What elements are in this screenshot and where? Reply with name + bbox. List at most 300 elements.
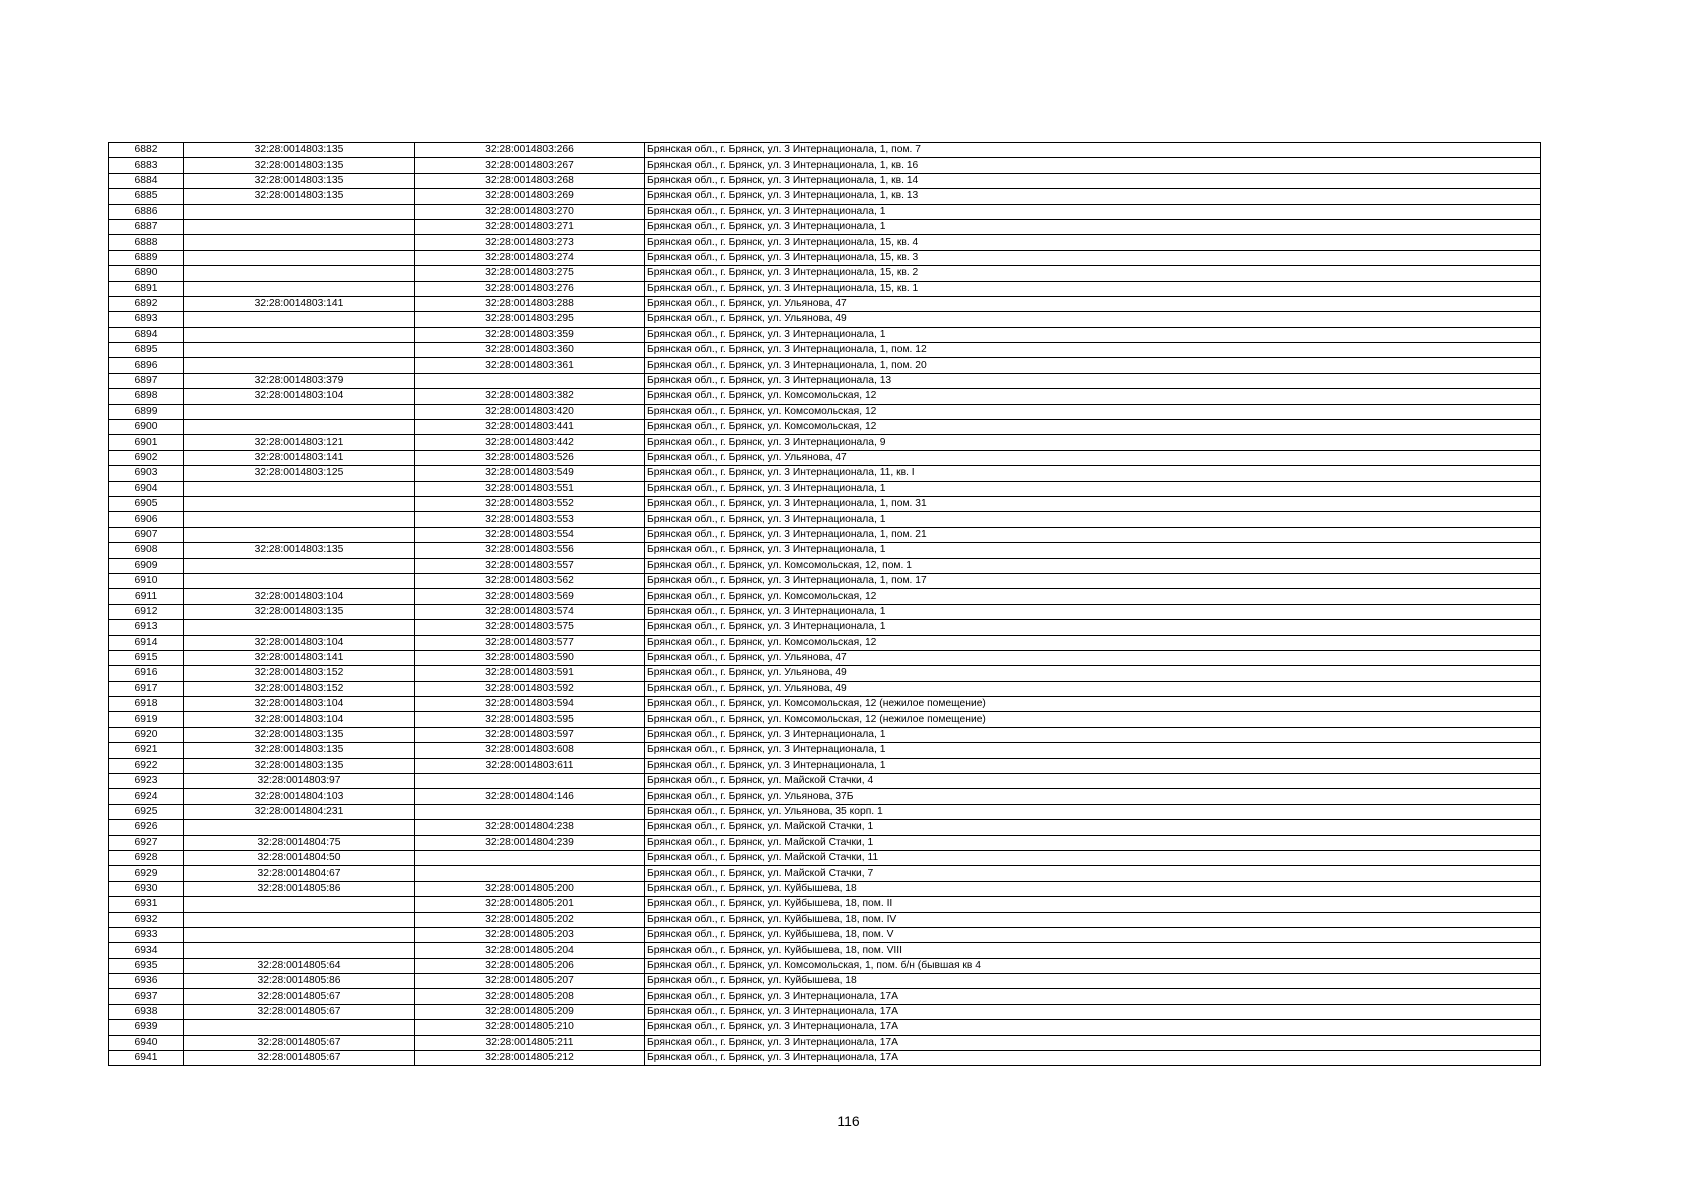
cadastral-object-cell: 32:28:0014804:146 <box>415 789 645 804</box>
row-number-cell: 6915 <box>109 650 184 665</box>
address-cell: Брянская обл., г. Брянск, ул. 3 Интернационала, 13 <box>645 373 1541 388</box>
row-number-cell: 6935 <box>109 958 184 973</box>
table-row <box>109 789 1541 804</box>
cadastral-object-cell: 32:28:0014803:591 <box>415 666 645 681</box>
address-cell: Брянская обл., г. Брянск, ул. 3 Интернационала, 17А <box>645 1051 1541 1066</box>
table-row <box>109 466 1541 481</box>
cadastral-object-cell: 32:28:0014803:569 <box>415 589 645 604</box>
cadastral-object-cell: 32:28:0014805:209 <box>415 1004 645 1019</box>
table-row <box>109 358 1541 373</box>
table-row <box>109 481 1541 496</box>
table-row <box>109 420 1541 435</box>
cadastral-parcel-cell <box>184 573 415 588</box>
row-number-cell: 6924 <box>109 789 184 804</box>
address-cell: Брянская обл., г. Брянск, ул. 3 Интернационала, 1, кв. 14 <box>645 173 1541 188</box>
cadastral-parcel-cell: 32:28:0014803:141 <box>184 450 415 465</box>
row-number-cell: 6925 <box>109 804 184 819</box>
row-number-cell: 6914 <box>109 635 184 650</box>
cadastral-parcel-cell <box>184 281 415 296</box>
cadastral-parcel-cell <box>184 527 415 542</box>
table-row <box>109 219 1541 234</box>
table-row <box>109 389 1541 404</box>
table-row <box>109 774 1541 789</box>
address-cell: Брянская обл., г. Брянск, ул. 3 Интернационала, 1 <box>645 743 1541 758</box>
cadastral-object-cell <box>415 804 645 819</box>
address-cell: Брянская обл., г. Брянск, ул. 3 Интернационала, 15, кв. 2 <box>645 266 1541 281</box>
row-number-cell: 6936 <box>109 974 184 989</box>
cadastral-object-cell: 32:28:0014803:360 <box>415 343 645 358</box>
cadastral-parcel-cell <box>184 943 415 958</box>
table-row <box>109 758 1541 773</box>
cadastral-object-cell: 32:28:0014803:266 <box>415 143 645 158</box>
cadastral-object-cell: 32:28:0014803:361 <box>415 358 645 373</box>
table-row <box>109 1004 1541 1019</box>
row-number-cell: 6896 <box>109 358 184 373</box>
address-cell: Брянская обл., г. Брянск, ул. 3 Интернационала, 17А <box>645 1035 1541 1050</box>
cadastral-object-cell: 32:28:0014803:270 <box>415 204 645 219</box>
cadastral-parcel-cell <box>184 358 415 373</box>
cadastral-object-cell: 32:28:0014804:238 <box>415 820 645 835</box>
table-row <box>109 912 1541 927</box>
table-row <box>109 158 1541 173</box>
row-number-cell: 6882 <box>109 143 184 158</box>
address-cell: Брянская обл., г. Брянск, ул. 3 Интернационала, 11, кв. I <box>645 466 1541 481</box>
address-cell: Брянская обл., г. Брянск, ул. Куйбышева, 18 <box>645 881 1541 896</box>
cadastral-object-cell: 32:28:0014805:202 <box>415 912 645 927</box>
table-row <box>109 373 1541 388</box>
row-number-cell: 6922 <box>109 758 184 773</box>
cadastral-parcel-cell <box>184 558 415 573</box>
cadastral-parcel-cell <box>184 312 415 327</box>
cadastral-object-cell: 32:28:0014803:575 <box>415 620 645 635</box>
cadastral-parcel-cell <box>184 219 415 234</box>
address-cell: Брянская обл., г. Брянск, ул. 3 Интернационала, 1, кв. 13 <box>645 189 1541 204</box>
cadastral-object-cell: 32:28:0014803:442 <box>415 435 645 450</box>
cadastral-object-cell: 32:28:0014803:382 <box>415 389 645 404</box>
address-cell: Брянская обл., г. Брянск, ул. 3 Интернационала, 1 <box>645 758 1541 773</box>
address-cell: Брянская обл., г. Брянск, ул. 3 Интернационала, 1 <box>645 620 1541 635</box>
address-cell: Брянская обл., г. Брянск, ул. 3 Интернационала, 9 <box>645 435 1541 450</box>
cadastral-object-cell: 32:28:0014805:211 <box>415 1035 645 1050</box>
table-row <box>109 435 1541 450</box>
cadastral-parcel-cell <box>184 420 415 435</box>
cadastral-object-cell: 32:28:0014803:271 <box>415 219 645 234</box>
row-number-cell: 6908 <box>109 543 184 558</box>
cadastral-object-cell: 32:28:0014803:556 <box>415 543 645 558</box>
cadastral-parcel-cell <box>184 820 415 835</box>
row-number-cell: 6903 <box>109 466 184 481</box>
address-cell: Брянская обл., г. Брянск, ул. 3 Интернационала, 1, пом. 7 <box>645 143 1541 158</box>
cadastral-parcel-cell: 32:28:0014805:86 <box>184 881 415 896</box>
address-cell: Брянская обл., г. Брянск, ул. Комсомольская, 12 <box>645 635 1541 650</box>
table-row <box>109 512 1541 527</box>
row-number-cell: 6897 <box>109 373 184 388</box>
cadastral-object-cell: 32:28:0014803:594 <box>415 697 645 712</box>
row-number-cell: 6890 <box>109 266 184 281</box>
address-cell: Брянская обл., г. Брянск, ул. Ульянова, 47 <box>645 450 1541 465</box>
row-number-cell: 6909 <box>109 558 184 573</box>
row-number-cell: 6886 <box>109 204 184 219</box>
address-cell: Брянская обл., г. Брянск, ул. Куйбышева, 18, пом. VIII <box>645 943 1541 958</box>
address-cell: Брянская обл., г. Брянск, ул. Майской Стачки, 1 <box>645 835 1541 850</box>
cadastral-parcel-cell: 32:28:0014803:121 <box>184 435 415 450</box>
table-row <box>109 450 1541 465</box>
cadastral-parcel-cell: 32:28:0014805:67 <box>184 1051 415 1066</box>
table-row <box>109 943 1541 958</box>
cadastral-object-cell: 32:28:0014805:200 <box>415 881 645 896</box>
cadastral-parcel-cell: 32:28:0014803:135 <box>184 543 415 558</box>
cadastral-parcel-cell: 32:28:0014803:97 <box>184 774 415 789</box>
address-cell: Брянская обл., г. Брянск, ул. 3 Интернационала, 17А <box>645 1004 1541 1019</box>
address-cell: Брянская обл., г. Брянск, ул. 3 Интернационала, 1 <box>645 219 1541 234</box>
address-cell: Брянская обл., г. Брянск, ул. Ульянова, 49 <box>645 681 1541 696</box>
table-row <box>109 681 1541 696</box>
row-number-cell: 6898 <box>109 389 184 404</box>
address-cell: Брянская обл., г. Брянск, ул. Комсомольская, 12, пом. 1 <box>645 558 1541 573</box>
registry-table-body <box>109 143 1541 1066</box>
table-row <box>109 666 1541 681</box>
row-number-cell: 6934 <box>109 943 184 958</box>
cadastral-parcel-cell: 32:28:0014803:104 <box>184 389 415 404</box>
row-number-cell: 6911 <box>109 589 184 604</box>
row-number-cell: 6891 <box>109 281 184 296</box>
cadastral-object-cell: 32:28:0014805:206 <box>415 958 645 973</box>
table-row <box>109 897 1541 912</box>
cadastral-parcel-cell <box>184 927 415 942</box>
cadastral-parcel-cell: 32:28:0014803:104 <box>184 635 415 650</box>
address-cell: Брянская обл., г. Брянск, ул. Ульянова, 47 <box>645 650 1541 665</box>
table-row <box>109 635 1541 650</box>
row-number-cell: 6900 <box>109 420 184 435</box>
table-row <box>109 589 1541 604</box>
cadastral-object-cell: 32:28:0014803:267 <box>415 158 645 173</box>
cadastral-object-cell: 32:28:0014803:274 <box>415 250 645 265</box>
table-row <box>109 312 1541 327</box>
address-cell: Брянская обл., г. Брянск, ул. Майской Стачки, 11 <box>645 850 1541 865</box>
cadastral-parcel-cell: 32:28:0014805:67 <box>184 989 415 1004</box>
table-row <box>109 974 1541 989</box>
cadastral-object-cell: 32:28:0014803:359 <box>415 327 645 342</box>
row-number-cell: 6883 <box>109 158 184 173</box>
row-number-cell: 6884 <box>109 173 184 188</box>
address-cell: Брянская обл., г. Брянск, ул. Комсомольская, 12 (нежилое помещение) <box>645 697 1541 712</box>
address-cell: Брянская обл., г. Брянск, ул. Комсомольская, 12 (нежилое помещение) <box>645 712 1541 727</box>
address-cell: Брянская обл., г. Брянск, ул. Ульянова, 49 <box>645 312 1541 327</box>
table-row <box>109 835 1541 850</box>
cadastral-parcel-cell: 32:28:0014804:103 <box>184 789 415 804</box>
cadastral-object-cell: 32:28:0014803:592 <box>415 681 645 696</box>
cadastral-parcel-cell <box>184 343 415 358</box>
address-cell: Брянская обл., г. Брянск, ул. 3 Интернационала, 1, пом. 12 <box>645 343 1541 358</box>
row-number-cell: 6941 <box>109 1051 184 1066</box>
cadastral-object-cell: 32:28:0014805:201 <box>415 897 645 912</box>
row-number-cell: 6894 <box>109 327 184 342</box>
address-cell: Брянская обл., г. Брянск, ул. 3 Интернационала, 1 <box>645 604 1541 619</box>
address-cell: Брянская обл., г. Брянск, ул. Комсомольская, 12 <box>645 420 1541 435</box>
cadastral-parcel-cell <box>184 327 415 342</box>
cadastral-parcel-cell <box>184 897 415 912</box>
cadastral-object-cell <box>415 850 645 865</box>
row-number-cell: 6895 <box>109 343 184 358</box>
cadastral-object-cell: 32:28:0014803:574 <box>415 604 645 619</box>
address-cell: Брянская обл., г. Брянск, ул. 3 Интернационала, 1 <box>645 204 1541 219</box>
cadastral-parcel-cell: 32:28:0014803:135 <box>184 189 415 204</box>
table-row <box>109 804 1541 819</box>
cadastral-parcel-cell: 32:28:0014803:135 <box>184 604 415 619</box>
address-cell: Брянская обл., г. Брянск, ул. 3 Интернационала, 1, пом. 21 <box>645 527 1541 542</box>
address-cell: Брянская обл., г. Брянск, ул. Комсомольская, 1, пом. б/н (бывшая кв 4 <box>645 958 1541 973</box>
cadastral-parcel-cell <box>184 204 415 219</box>
address-cell: Брянская обл., г. Брянск, ул. 3 Интернационала, 1 <box>645 727 1541 742</box>
address-cell: Брянская обл., г. Брянск, ул. Комсомольская, 12 <box>645 404 1541 419</box>
table-row <box>109 143 1541 158</box>
cadastral-object-cell: 32:28:0014805:210 <box>415 1020 645 1035</box>
row-number-cell: 6888 <box>109 235 184 250</box>
address-cell: Брянская обл., г. Брянск, ул. 3 Интернационала, 1 <box>645 481 1541 496</box>
row-number-cell: 6939 <box>109 1020 184 1035</box>
table-row <box>109 527 1541 542</box>
row-number-cell: 6885 <box>109 189 184 204</box>
address-cell: Брянская обл., г. Брянск, ул. 3 Интернационала, 1, пом. 20 <box>645 358 1541 373</box>
cadastral-object-cell <box>415 866 645 881</box>
row-number-cell: 6910 <box>109 573 184 588</box>
address-cell: Брянская обл., г. Брянск, ул. Ульянова, 47 <box>645 296 1541 311</box>
cadastral-parcel-cell: 32:28:0014803:125 <box>184 466 415 481</box>
table-row <box>109 620 1541 635</box>
cadastral-object-cell: 32:28:0014803:608 <box>415 743 645 758</box>
table-row <box>109 496 1541 511</box>
table-row <box>109 727 1541 742</box>
cadastral-parcel-cell: 32:28:0014804:75 <box>184 835 415 850</box>
address-cell: Брянская обл., г. Брянск, ул. 3 Интернационала, 17А <box>645 989 1541 1004</box>
table-row <box>109 296 1541 311</box>
table-row <box>109 1051 1541 1066</box>
table-row <box>109 650 1541 665</box>
address-cell: Брянская обл., г. Брянск, ул. Ульянова, 49 <box>645 666 1541 681</box>
cadastral-object-cell: 32:28:0014803:590 <box>415 650 645 665</box>
row-number-cell: 6907 <box>109 527 184 542</box>
table-row <box>109 558 1541 573</box>
row-number-cell: 6892 <box>109 296 184 311</box>
cadastral-parcel-cell: 32:28:0014803:135 <box>184 758 415 773</box>
address-cell: Брянская обл., г. Брянск, ул. 3 Интернационала, 17А <box>645 1020 1541 1035</box>
row-number-cell: 6923 <box>109 774 184 789</box>
table-row <box>109 866 1541 881</box>
cadastral-parcel-cell <box>184 266 415 281</box>
cadastral-object-cell: 32:28:0014803:295 <box>415 312 645 327</box>
row-number-cell: 6929 <box>109 866 184 881</box>
address-cell: Брянская обл., г. Брянск, ул. 3 Интернационала, 1 <box>645 512 1541 527</box>
cadastral-parcel-cell <box>184 235 415 250</box>
table-row <box>109 204 1541 219</box>
row-number-cell: 6889 <box>109 250 184 265</box>
cadastral-parcel-cell <box>184 496 415 511</box>
address-cell: Брянская обл., г. Брянск, ул. Ульянова, 35 корп. 1 <box>645 804 1541 819</box>
cadastral-object-cell: 32:28:0014803:551 <box>415 481 645 496</box>
cadastral-object-cell: 32:28:0014805:207 <box>415 974 645 989</box>
table-row <box>109 573 1541 588</box>
row-number-cell: 6931 <box>109 897 184 912</box>
address-cell: Брянская обл., г. Брянск, ул. Комсомольская, 12 <box>645 589 1541 604</box>
table-row <box>109 989 1541 1004</box>
cadastral-parcel-cell <box>184 512 415 527</box>
table-row <box>109 327 1541 342</box>
address-cell: Брянская обл., г. Брянск, ул. Куйбышева, 18 <box>645 974 1541 989</box>
row-number-cell: 6921 <box>109 743 184 758</box>
cadastral-parcel-cell: 32:28:0014803:135 <box>184 173 415 188</box>
address-cell: Брянская обл., г. Брянск, ул. Майской Стачки, 1 <box>645 820 1541 835</box>
cadastral-parcel-cell: 32:28:0014805:67 <box>184 1035 415 1050</box>
cadastral-object-cell: 32:28:0014803:577 <box>415 635 645 650</box>
table-row <box>109 266 1541 281</box>
table-row <box>109 404 1541 419</box>
cadastral-parcel-cell: 32:28:0014804:50 <box>184 850 415 865</box>
cadastral-object-cell: 32:28:0014803:441 <box>415 420 645 435</box>
row-number-cell: 6926 <box>109 820 184 835</box>
cadastral-parcel-cell: 32:28:0014803:135 <box>184 727 415 742</box>
row-number-cell: 6906 <box>109 512 184 527</box>
row-number-cell: 6918 <box>109 697 184 712</box>
cadastral-object-cell: 32:28:0014803:597 <box>415 727 645 742</box>
cadastral-object-cell: 32:28:0014803:562 <box>415 573 645 588</box>
cadastral-parcel-cell: 32:28:0014803:379 <box>184 373 415 388</box>
row-number-cell: 6912 <box>109 604 184 619</box>
address-cell: Брянская обл., г. Брянск, ул. 3 Интернационала, 1, пом. 31 <box>645 496 1541 511</box>
cadastral-object-cell: 32:28:0014805:212 <box>415 1051 645 1066</box>
row-number-cell: 6938 <box>109 1004 184 1019</box>
address-cell: Брянская обл., г. Брянск, ул. Комсомольская, 12 <box>645 389 1541 404</box>
row-number-cell: 6927 <box>109 835 184 850</box>
row-number-cell: 6916 <box>109 666 184 681</box>
row-number-cell: 6899 <box>109 404 184 419</box>
table-row <box>109 927 1541 942</box>
table-row <box>109 543 1541 558</box>
table-row <box>109 250 1541 265</box>
address-cell: Брянская обл., г. Брянск, ул. Куйбышева, 18, пом. V <box>645 927 1541 942</box>
cadastral-parcel-cell <box>184 481 415 496</box>
row-number-cell: 6917 <box>109 681 184 696</box>
cadastral-object-cell: 32:28:0014803:420 <box>415 404 645 419</box>
address-cell: Брянская обл., г. Брянск, ул. 3 Интернационала, 15, кв. 4 <box>645 235 1541 250</box>
address-cell: Брянская обл., г. Брянск, ул. 3 Интернационала, 1, кв. 16 <box>645 158 1541 173</box>
table-row <box>109 189 1541 204</box>
table-row <box>109 1020 1541 1035</box>
page-number: 116 <box>837 1113 860 1129</box>
row-number-cell: 6913 <box>109 620 184 635</box>
cadastral-object-cell: 32:28:0014803:275 <box>415 266 645 281</box>
cadastral-parcel-cell: 32:28:0014803:104 <box>184 589 415 604</box>
cadastral-parcel-cell: 32:28:0014803:152 <box>184 681 415 696</box>
address-cell: Брянская обл., г. Брянск, ул. Майской Стачки, 7 <box>645 866 1541 881</box>
address-cell: Брянская обл., г. Брянск, ул. 3 Интернационала, 1 <box>645 327 1541 342</box>
cadastral-parcel-cell: 32:28:0014803:135 <box>184 743 415 758</box>
cadastral-parcel-cell: 32:28:0014804:67 <box>184 866 415 881</box>
cadastral-object-cell: 32:28:0014803:595 <box>415 712 645 727</box>
row-number-cell: 6930 <box>109 881 184 896</box>
table-row <box>109 173 1541 188</box>
cadastral-object-cell: 32:28:0014803:273 <box>415 235 645 250</box>
cadastral-object-cell: 32:28:0014803:288 <box>415 296 645 311</box>
cadastral-object-cell <box>415 373 645 388</box>
table-row <box>109 881 1541 896</box>
table-row <box>109 743 1541 758</box>
cadastral-object-cell: 32:28:0014805:208 <box>415 989 645 1004</box>
table-row <box>109 958 1541 973</box>
cadastral-object-cell: 32:28:0014805:204 <box>415 943 645 958</box>
row-number-cell: 6920 <box>109 727 184 742</box>
row-number-cell: 6902 <box>109 450 184 465</box>
row-number-cell: 6887 <box>109 219 184 234</box>
cadastral-parcel-cell <box>184 250 415 265</box>
cadastral-object-cell: 32:28:0014805:203 <box>415 927 645 942</box>
cadastral-parcel-cell <box>184 404 415 419</box>
cadastral-object-cell <box>415 774 645 789</box>
cadastral-object-cell: 32:28:0014803:552 <box>415 496 645 511</box>
row-number-cell: 6901 <box>109 435 184 450</box>
cadastral-object-cell: 32:28:0014803:557 <box>415 558 645 573</box>
row-number-cell: 6933 <box>109 927 184 942</box>
cadastral-parcel-cell: 32:28:0014803:141 <box>184 296 415 311</box>
cadastral-object-cell: 32:28:0014803:526 <box>415 450 645 465</box>
row-number-cell: 6932 <box>109 912 184 927</box>
address-cell: Брянская обл., г. Брянск, ул. Майской Стачки, 4 <box>645 774 1541 789</box>
cadastral-parcel-cell: 32:28:0014803:104 <box>184 712 415 727</box>
cadastral-parcel-cell: 32:28:0014803:141 <box>184 650 415 665</box>
cadastral-parcel-cell <box>184 912 415 927</box>
row-number-cell: 6940 <box>109 1035 184 1050</box>
address-cell: Брянская обл., г. Брянск, ул. Ульянова, 37Б <box>645 789 1541 804</box>
cadastral-object-cell: 32:28:0014803:554 <box>415 527 645 542</box>
cadastral-object-cell: 32:28:0014803:276 <box>415 281 645 296</box>
registry-table <box>108 142 1541 1066</box>
row-number-cell: 6905 <box>109 496 184 511</box>
cadastral-object-cell: 32:28:0014803:553 <box>415 512 645 527</box>
address-cell: Брянская обл., г. Брянск, ул. 3 Интернационала, 15, кв. 3 <box>645 250 1541 265</box>
row-number-cell: 6919 <box>109 712 184 727</box>
cadastral-parcel-cell: 32:28:0014805:67 <box>184 1004 415 1019</box>
table-row <box>109 235 1541 250</box>
row-number-cell: 6904 <box>109 481 184 496</box>
address-cell: Брянская обл., г. Брянск, ул. Куйбышева, 18, пом. II <box>645 897 1541 912</box>
cadastral-parcel-cell <box>184 1020 415 1035</box>
row-number-cell: 6928 <box>109 850 184 865</box>
address-cell: Брянская обл., г. Брянск, ул. 3 Интернационала, 1, пом. 17 <box>645 573 1541 588</box>
cadastral-parcel-cell: 32:28:0014803:135 <box>184 158 415 173</box>
cadastral-object-cell: 32:28:0014803:269 <box>415 189 645 204</box>
cadastral-parcel-cell <box>184 620 415 635</box>
address-cell: Брянская обл., г. Брянск, ул. 3 Интернационала, 15, кв. 1 <box>645 281 1541 296</box>
table-row <box>109 281 1541 296</box>
cadastral-parcel-cell: 32:28:0014805:64 <box>184 958 415 973</box>
table-row <box>109 712 1541 727</box>
table-row <box>109 343 1541 358</box>
row-number-cell: 6937 <box>109 989 184 1004</box>
table-row <box>109 1035 1541 1050</box>
address-cell: Брянская обл., г. Брянск, ул. Куйбышева, 18, пом. IV <box>645 912 1541 927</box>
cadastral-parcel-cell: 32:28:0014803:135 <box>184 143 415 158</box>
cadastral-object-cell: 32:28:0014803:611 <box>415 758 645 773</box>
cadastral-object-cell: 32:28:0014804:239 <box>415 835 645 850</box>
cadastral-parcel-cell: 32:28:0014803:152 <box>184 666 415 681</box>
cadastral-parcel-cell: 32:28:0014804:231 <box>184 804 415 819</box>
table-row <box>109 850 1541 865</box>
cadastral-parcel-cell: 32:28:0014805:86 <box>184 974 415 989</box>
row-number-cell: 6893 <box>109 312 184 327</box>
table-row <box>109 604 1541 619</box>
cadastral-object-cell: 32:28:0014803:268 <box>415 173 645 188</box>
cadastral-parcel-cell: 32:28:0014803:104 <box>184 697 415 712</box>
table-row <box>109 820 1541 835</box>
